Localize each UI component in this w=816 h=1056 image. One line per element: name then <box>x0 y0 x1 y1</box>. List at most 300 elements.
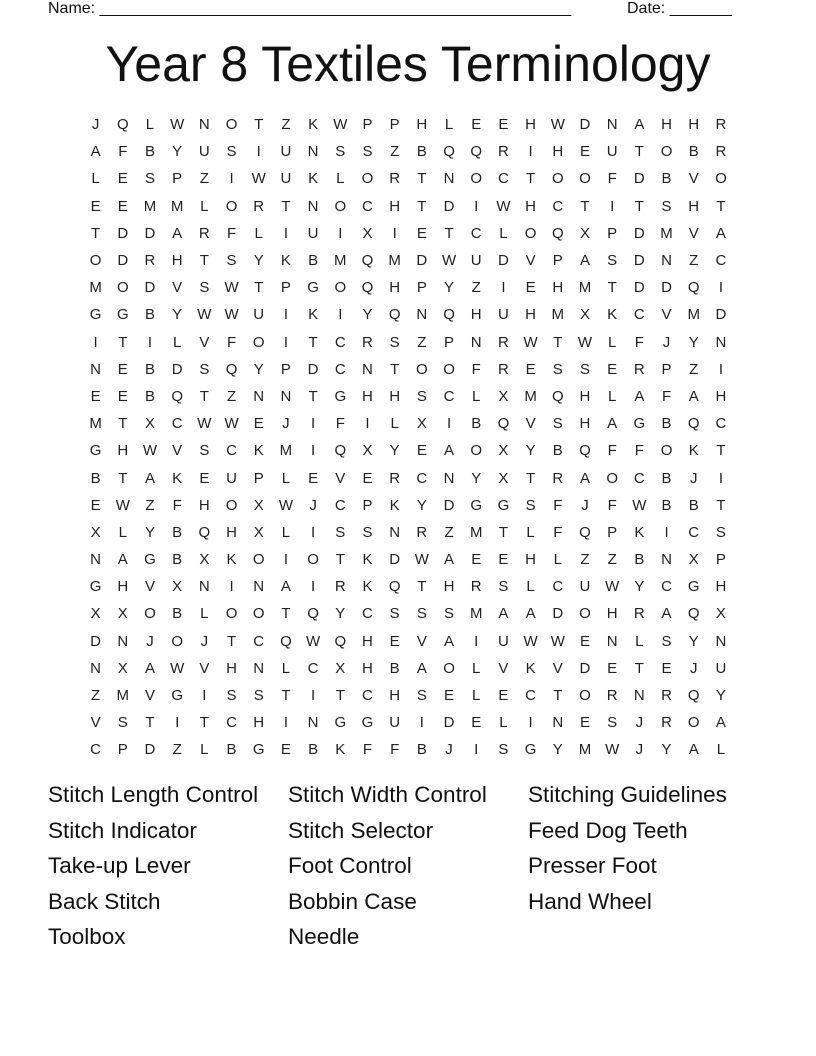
grid-cell[interactable]: E <box>471 116 482 134</box>
grid-cell[interactable]: N <box>253 578 265 596</box>
grid-cell[interactable]: A <box>634 387 645 405</box>
grid-cell[interactable]: Z <box>471 279 481 297</box>
grid-cell[interactable]: A <box>661 605 672 623</box>
grid-cell[interactable]: O <box>660 143 673 161</box>
grid-cell[interactable]: B <box>634 551 645 569</box>
grid-cell[interactable]: M <box>660 224 673 242</box>
grid-cell[interactable]: R <box>389 469 401 487</box>
grid-cell[interactable]: P <box>444 333 455 351</box>
grid-cell[interactable]: B <box>661 496 672 514</box>
grid-cell[interactable]: H <box>552 143 564 161</box>
grid-cell[interactable]: D <box>144 224 156 242</box>
grid-cell[interactable]: U <box>579 578 591 596</box>
grid-cell[interactable]: Z <box>91 687 101 705</box>
grid-cell[interactable]: H <box>525 197 537 215</box>
grid-cell[interactable]: P <box>280 279 291 297</box>
grid-cell[interactable]: W <box>414 551 429 569</box>
grid-cell[interactable]: U <box>226 469 237 487</box>
grid-cell[interactable]: W <box>550 632 565 650</box>
grid-cell[interactable]: I <box>283 714 288 732</box>
grid-cell[interactable]: Y <box>253 252 264 270</box>
grid-cell[interactable]: O <box>715 170 727 188</box>
grid-cell[interactable]: B <box>172 605 183 623</box>
grid-cell[interactable]: Q <box>470 143 483 161</box>
grid-cell[interactable]: X <box>579 306 590 324</box>
grid-cell[interactable]: S <box>389 605 400 623</box>
grid-cell[interactable]: A <box>607 415 618 433</box>
grid-cell[interactable]: A <box>90 143 101 161</box>
grid-cell[interactable]: I <box>311 578 316 596</box>
grid-cell[interactable]: P <box>362 116 373 134</box>
grid-cell[interactable]: O <box>225 197 238 215</box>
grid-cell[interactable]: N <box>253 387 265 405</box>
grid-cell[interactable]: G <box>687 578 700 596</box>
grid-cell[interactable]: C <box>416 469 428 487</box>
grid-cell[interactable]: F <box>607 496 617 514</box>
grid-cell[interactable]: W <box>632 496 647 514</box>
grid-cell[interactable]: D <box>633 252 645 270</box>
grid-cell[interactable]: O <box>660 442 673 460</box>
grid-cell[interactable]: X <box>498 469 509 487</box>
grid-cell[interactable]: T <box>199 252 209 270</box>
grid-cell[interactable]: W <box>251 170 266 188</box>
grid-cell[interactable]: L <box>254 224 263 242</box>
grid-cell[interactable]: T <box>417 578 427 596</box>
grid-cell[interactable]: V <box>90 714 101 732</box>
grid-cell[interactable]: W <box>605 578 620 596</box>
grid-cell[interactable]: H <box>416 116 428 134</box>
grid-cell[interactable]: Q <box>687 415 700 433</box>
grid-cell[interactable]: W <box>224 415 239 433</box>
grid-cell[interactable]: O <box>551 170 564 188</box>
grid-cell[interactable]: O <box>225 496 238 514</box>
grid-cell[interactable]: Y <box>172 306 183 324</box>
grid-cell[interactable]: T <box>199 387 209 405</box>
grid-cell[interactable]: X <box>416 415 427 433</box>
grid-cell[interactable]: T <box>199 714 209 732</box>
grid-cell[interactable]: A <box>525 605 536 623</box>
grid-cell[interactable]: D <box>443 496 455 514</box>
grid-cell[interactable]: Q <box>225 360 238 378</box>
grid-cell[interactable]: S <box>416 687 427 705</box>
grid-cell[interactable]: C <box>633 306 645 324</box>
grid-cell[interactable]: X <box>117 605 128 623</box>
grid-cell[interactable]: Y <box>172 143 183 161</box>
grid-cell[interactable]: B <box>688 496 699 514</box>
grid-cell[interactable]: Y <box>389 442 400 460</box>
grid-cell[interactable]: Z <box>580 551 590 569</box>
grid-cell[interactable]: S <box>226 143 237 161</box>
grid-cell[interactable]: K <box>308 116 319 134</box>
grid-cell[interactable]: Q <box>443 143 455 161</box>
grid-cell[interactable]: T <box>335 551 345 569</box>
grid-cell[interactable]: O <box>687 714 700 732</box>
grid-cell[interactable]: Y <box>471 469 482 487</box>
grid-cell[interactable]: E <box>117 387 128 405</box>
grid-cell[interactable]: B <box>389 659 400 677</box>
grid-cell[interactable]: T <box>634 197 644 215</box>
grid-cell[interactable]: S <box>362 523 373 541</box>
grid-cell[interactable]: S <box>552 360 563 378</box>
grid-cell[interactable]: X <box>715 605 726 623</box>
grid-cell[interactable]: D <box>117 252 129 270</box>
grid-cell[interactable]: K <box>280 252 291 270</box>
grid-cell[interactable]: T <box>417 197 427 215</box>
grid-cell[interactable]: S <box>715 523 726 541</box>
grid-cell[interactable]: K <box>362 551 373 569</box>
grid-cell[interactable]: T <box>118 469 128 487</box>
grid-cell[interactable]: M <box>578 741 592 759</box>
grid-cell[interactable]: H <box>389 687 401 705</box>
grid-cell[interactable]: B <box>172 523 183 541</box>
grid-cell[interactable]: R <box>715 116 727 134</box>
grid-cell[interactable]: E <box>498 116 509 134</box>
grid-cell[interactable]: D <box>497 252 509 270</box>
grid-cell[interactable]: N <box>117 632 129 650</box>
grid-cell[interactable]: O <box>443 360 455 378</box>
grid-cell[interactable]: G <box>89 578 102 596</box>
grid-cell[interactable]: D <box>144 741 156 759</box>
grid-cell[interactable]: X <box>253 523 264 541</box>
grid-cell[interactable]: O <box>470 442 483 460</box>
grid-cell[interactable]: L <box>200 741 209 759</box>
grid-cell[interactable]: N <box>280 387 292 405</box>
grid-cell[interactable]: T <box>716 197 726 215</box>
grid-cell[interactable]: J <box>689 659 698 677</box>
grid-cell[interactable]: B <box>552 442 563 460</box>
grid-cell[interactable]: A <box>444 632 455 650</box>
grid-cell[interactable]: D <box>307 360 319 378</box>
grid-cell[interactable]: R <box>253 197 265 215</box>
grid-cell[interactable]: C <box>171 415 183 433</box>
grid-cell[interactable]: G <box>470 496 483 514</box>
grid-cell[interactable]: D <box>144 279 156 297</box>
grid-cell[interactable]: S <box>335 523 346 541</box>
grid-cell[interactable]: V <box>498 659 509 677</box>
grid-cell[interactable]: W <box>278 496 293 514</box>
grid-cell[interactable]: R <box>633 360 645 378</box>
grid-cell[interactable]: P <box>552 252 563 270</box>
grid-cell[interactable]: H <box>579 415 591 433</box>
grid-cell[interactable]: E <box>579 714 590 732</box>
grid-cell[interactable]: B <box>308 741 319 759</box>
grid-cell[interactable]: E <box>389 632 400 650</box>
grid-cell[interactable]: Q <box>361 279 374 297</box>
grid-cell[interactable]: I <box>283 333 288 351</box>
grid-cell[interactable]: Q <box>687 605 700 623</box>
grid-cell[interactable]: W <box>496 197 511 215</box>
grid-cell[interactable]: E <box>253 415 264 433</box>
grid-cell[interactable]: O <box>524 224 537 242</box>
grid-cell[interactable]: X <box>199 551 210 569</box>
grid-cell[interactable]: N <box>661 551 672 569</box>
grid-cell[interactable]: G <box>334 387 347 405</box>
grid-cell[interactable]: L <box>499 224 508 242</box>
grid-cell[interactable]: A <box>144 469 155 487</box>
grid-cell[interactable]: O <box>252 333 265 351</box>
grid-cell[interactable]: F <box>634 333 644 351</box>
grid-cell[interactable]: L <box>472 659 481 677</box>
grid-cell[interactable]: X <box>498 442 509 460</box>
grid-cell[interactable]: R <box>497 143 509 161</box>
grid-cell[interactable]: C <box>525 687 537 705</box>
grid-cell[interactable]: A <box>280 578 291 596</box>
grid-cell[interactable]: V <box>172 442 183 460</box>
grid-cell[interactable]: L <box>607 387 617 405</box>
grid-cell[interactable]: P <box>253 469 264 487</box>
grid-cell[interactable]: M <box>551 306 565 324</box>
grid-cell[interactable]: G <box>633 415 646 433</box>
grid-cell[interactable]: E <box>117 170 128 188</box>
grid-cell[interactable]: H <box>443 578 455 596</box>
grid-cell[interactable]: E <box>280 741 291 759</box>
grid-cell[interactable]: R <box>198 224 210 242</box>
grid-cell[interactable]: F <box>335 415 345 433</box>
grid-cell[interactable]: C <box>552 197 564 215</box>
grid-cell[interactable]: A <box>444 442 455 460</box>
grid-cell[interactable]: I <box>256 143 261 161</box>
grid-cell[interactable]: Q <box>551 224 564 242</box>
grid-cell[interactable]: S <box>416 387 427 405</box>
grid-cell[interactable]: F <box>390 741 400 759</box>
grid-cell[interactable]: P <box>607 224 618 242</box>
grid-cell[interactable]: W <box>577 333 593 351</box>
grid-cell[interactable]: F <box>553 523 563 541</box>
grid-cell[interactable]: C <box>362 687 373 705</box>
grid-cell[interactable]: A <box>688 387 699 405</box>
grid-cell[interactable]: B <box>471 415 482 433</box>
grid-cell[interactable]: D <box>715 306 727 324</box>
grid-cell[interactable]: Y <box>688 632 699 650</box>
grid-cell[interactable]: L <box>200 605 209 623</box>
grid-cell[interactable]: S <box>416 605 427 623</box>
grid-cell[interactable]: B <box>688 143 699 161</box>
grid-cell[interactable]: S <box>525 496 536 514</box>
grid-cell[interactable]: W <box>142 442 158 460</box>
grid-cell[interactable]: S <box>226 687 237 705</box>
grid-cell[interactable]: Y <box>525 442 536 460</box>
grid-cell[interactable]: A <box>579 252 590 270</box>
grid-cell[interactable]: H <box>389 197 401 215</box>
grid-cell[interactable]: S <box>579 360 590 378</box>
grid-cell[interactable]: K <box>362 578 373 596</box>
grid-cell[interactable]: L <box>553 551 562 569</box>
grid-cell[interactable]: N <box>307 714 319 732</box>
grid-cell[interactable]: H <box>226 523 237 541</box>
grid-cell[interactable]: Q <box>551 387 564 405</box>
grid-cell[interactable]: Q <box>198 523 211 541</box>
grid-cell[interactable]: C <box>661 578 672 596</box>
grid-cell[interactable]: J <box>309 496 317 514</box>
grid-cell[interactable]: Q <box>687 279 700 297</box>
grid-cell[interactable]: T <box>118 333 128 351</box>
grid-cell[interactable]: T <box>526 469 536 487</box>
grid-cell[interactable]: D <box>117 224 129 242</box>
grid-cell[interactable]: X <box>498 387 509 405</box>
grid-cell[interactable]: I <box>283 224 288 242</box>
grid-cell[interactable]: Y <box>634 578 645 596</box>
grid-cell[interactable]: L <box>336 170 345 188</box>
grid-cell[interactable]: E <box>471 714 482 732</box>
grid-cell[interactable]: Q <box>280 632 292 650</box>
grid-cell[interactable]: O <box>144 605 156 623</box>
grid-cell[interactable]: W <box>170 659 185 677</box>
grid-cell[interactable]: L <box>172 333 182 351</box>
grid-cell[interactable]: Q <box>579 523 591 541</box>
grid-cell[interactable]: I <box>718 469 723 487</box>
grid-cell[interactable]: Y <box>661 741 672 759</box>
grid-cell[interactable]: Z <box>281 116 291 134</box>
grid-cell[interactable]: Z <box>607 551 617 569</box>
grid-cell[interactable]: V <box>525 415 536 433</box>
grid-cell[interactable]: E <box>117 360 128 378</box>
grid-cell[interactable]: Z <box>444 523 454 541</box>
grid-cell[interactable]: V <box>552 659 563 677</box>
grid-cell[interactable]: O <box>416 360 428 378</box>
grid-cell[interactable]: K <box>335 741 346 759</box>
grid-cell[interactable]: I <box>501 279 506 297</box>
grid-cell[interactable]: C <box>226 714 237 732</box>
grid-cell[interactable]: M <box>89 279 102 297</box>
grid-cell[interactable]: I <box>93 333 98 351</box>
grid-cell[interactable]: M <box>687 306 700 324</box>
grid-cell[interactable]: U <box>497 306 509 324</box>
grid-cell[interactable]: L <box>281 659 291 677</box>
grid-cell[interactable]: B <box>144 143 155 161</box>
grid-cell[interactable]: U <box>280 143 292 161</box>
grid-cell[interactable]: E <box>362 469 373 487</box>
grid-cell[interactable]: I <box>338 224 343 242</box>
grid-cell[interactable]: E <box>117 197 128 215</box>
grid-cell[interactable]: B <box>226 741 237 759</box>
grid-cell[interactable]: E <box>90 387 101 405</box>
grid-cell[interactable]: B <box>90 469 101 487</box>
grid-cell[interactable]: W <box>441 252 457 270</box>
grid-cell[interactable]: T <box>335 687 345 705</box>
grid-cell[interactable]: C <box>334 360 346 378</box>
grid-cell[interactable]: T <box>553 333 563 351</box>
grid-cell[interactable]: R <box>334 578 346 596</box>
grid-cell[interactable]: T <box>580 197 590 215</box>
grid-cell[interactable]: I <box>528 714 533 732</box>
grid-cell[interactable]: F <box>607 442 617 460</box>
grid-cell[interactable]: N <box>606 632 618 650</box>
grid-cell[interactable]: C <box>334 496 346 514</box>
grid-cell[interactable]: V <box>525 252 536 270</box>
grid-cell[interactable]: H <box>688 116 700 134</box>
grid-cell[interactable]: H <box>606 605 618 623</box>
grid-cell[interactable]: Z <box>417 333 427 351</box>
grid-cell[interactable]: R <box>362 333 373 351</box>
grid-cell[interactable]: M <box>116 687 130 705</box>
grid-cell[interactable]: T <box>526 170 536 188</box>
grid-cell[interactable]: S <box>444 605 455 623</box>
grid-cell[interactable]: W <box>523 333 538 351</box>
grid-cell[interactable]: T <box>145 714 155 732</box>
grid-cell[interactable]: O <box>579 170 591 188</box>
grid-cell[interactable]: U <box>280 170 292 188</box>
grid-cell[interactable]: I <box>175 714 180 732</box>
grid-cell[interactable]: O <box>171 632 183 650</box>
grid-cell[interactable]: N <box>416 306 428 324</box>
grid-cell[interactable]: O <box>334 197 347 215</box>
grid-cell[interactable]: I <box>419 714 424 732</box>
grid-cell[interactable]: W <box>333 116 348 134</box>
grid-cell[interactable]: S <box>389 333 400 351</box>
grid-cell[interactable]: P <box>661 360 672 378</box>
grid-cell[interactable]: O <box>89 252 102 270</box>
grid-cell[interactable]: W <box>605 741 620 759</box>
grid-cell[interactable]: L <box>635 632 644 650</box>
grid-cell[interactable]: W <box>224 306 239 324</box>
grid-cell[interactable]: J <box>282 415 290 433</box>
grid-cell[interactable]: W <box>224 279 239 297</box>
grid-cell[interactable]: U <box>470 252 482 270</box>
grid-cell[interactable]: S <box>226 252 237 270</box>
grid-cell[interactable]: X <box>117 659 128 677</box>
grid-cell[interactable]: N <box>606 116 618 134</box>
grid-cell[interactable]: Z <box>689 360 699 378</box>
grid-cell[interactable]: V <box>144 687 155 705</box>
grid-cell[interactable]: L <box>91 170 100 188</box>
grid-cell[interactable]: D <box>633 224 645 242</box>
grid-cell[interactable]: B <box>308 252 319 270</box>
grid-cell[interactable]: S <box>607 714 618 732</box>
grid-cell[interactable]: A <box>715 224 726 242</box>
grid-cell[interactable]: L <box>472 387 481 405</box>
grid-cell[interactable]: Y <box>362 306 373 324</box>
grid-cell[interactable]: V <box>416 632 427 650</box>
grid-cell[interactable]: P <box>607 523 618 541</box>
grid-cell[interactable]: H <box>362 632 373 650</box>
grid-cell[interactable]: O <box>116 279 129 297</box>
grid-cell[interactable]: C <box>715 252 727 270</box>
grid-cell[interactable]: D <box>661 279 672 297</box>
grid-cell[interactable]: V <box>144 578 155 596</box>
grid-cell[interactable]: Y <box>335 605 346 623</box>
grid-cell[interactable]: R <box>552 469 564 487</box>
grid-cell[interactable]: L <box>526 523 535 541</box>
grid-cell[interactable]: W <box>197 306 212 324</box>
grid-cell[interactable]: B <box>416 741 427 759</box>
grid-cell[interactable]: N <box>198 116 210 134</box>
grid-cell[interactable]: H <box>117 442 129 460</box>
grid-cell[interactable]: I <box>311 442 316 460</box>
grid-cell[interactable]: C <box>307 659 319 677</box>
grid-cell[interactable]: D <box>552 605 564 623</box>
grid-cell[interactable]: K <box>688 442 699 460</box>
grid-cell[interactable]: G <box>497 496 510 514</box>
grid-cell[interactable]: Y <box>444 279 455 297</box>
grid-cell[interactable]: G <box>334 714 347 732</box>
grid-cell[interactable]: E <box>607 659 618 677</box>
grid-cell[interactable]: Y <box>144 523 155 541</box>
grid-cell[interactable]: U <box>497 632 509 650</box>
grid-cell[interactable]: N <box>90 659 102 677</box>
grid-cell[interactable]: J <box>445 741 453 759</box>
grid-cell[interactable]: N <box>253 659 265 677</box>
grid-cell[interactable]: H <box>525 551 537 569</box>
grid-cell[interactable]: I <box>528 143 533 161</box>
grid-cell[interactable]: S <box>607 252 618 270</box>
grid-cell[interactable]: E <box>90 496 101 514</box>
grid-cell[interactable]: L <box>716 741 726 759</box>
grid-cell[interactable]: Y <box>688 333 699 351</box>
grid-cell[interactable]: Y <box>253 360 264 378</box>
grid-cell[interactable]: X <box>172 578 183 596</box>
grid-cell[interactable]: A <box>172 224 183 242</box>
grid-cell[interactable]: L <box>281 469 291 487</box>
